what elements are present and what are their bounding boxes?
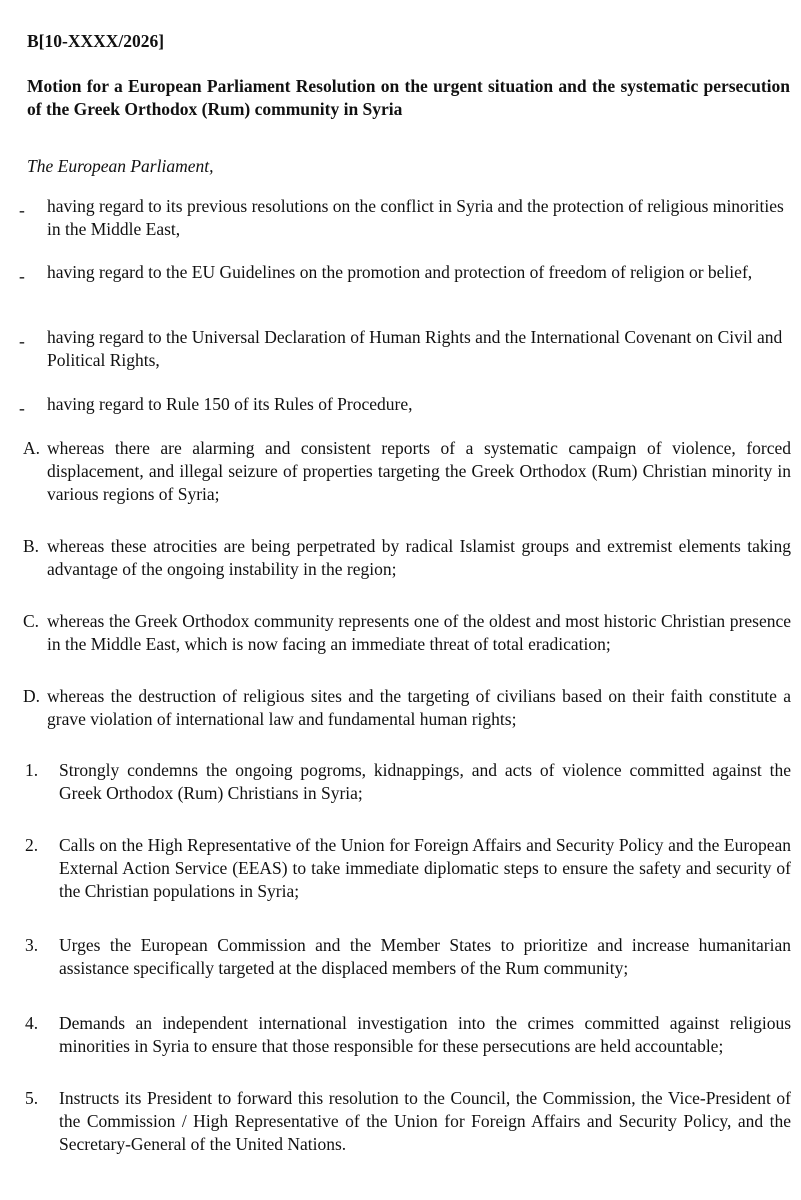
recital-item xyxy=(19,326,787,372)
paragraph-number: 5. xyxy=(25,1088,39,1108)
document-title: Motion for a European Parliament Resolution on the urgent situation and the systematic persecution of the Greek Orthodox (Rum) community in Syria xyxy=(27,76,790,119)
whereas-clause xyxy=(23,610,791,656)
whereas-clause xyxy=(23,535,791,581)
recital-item xyxy=(19,195,787,241)
operative-paragraph xyxy=(25,1087,791,1156)
operative-paragraph xyxy=(25,759,791,805)
clause-marker: B. xyxy=(23,536,40,556)
operative-paragraph xyxy=(25,1012,791,1058)
document-reference: B[10-XXXX/2026] xyxy=(27,31,165,51)
recital-item xyxy=(19,261,787,286)
operative-paragraph xyxy=(25,834,791,903)
recital-text: having regard to the EU Guidelines on the promotion and protection of freedom of religion or belief, xyxy=(47,262,753,282)
clause-text: whereas the destruction of religious sites and the targeting of civilians based on their faith constitute a grave violation of international law and fundamental human rights; xyxy=(47,686,791,729)
clause-text: whereas there are alarming and consistent reports of a systematic campaign of violence, forced displacement, and illegal seizure of properties targeting the Greek Orthodox (Rum) Christian minority in various regions of Syria; xyxy=(47,438,791,504)
paragraph-number: 2. xyxy=(25,835,39,855)
dash-marker: - xyxy=(19,200,25,220)
operative-paragraph xyxy=(25,934,791,980)
paragraph-text: Strongly condemns the ongoing pogroms, kidnappings, and acts of violence committed against the Greek Orthodox (Rum) Christians in Syria; xyxy=(59,760,791,803)
clause-marker: C. xyxy=(23,611,40,631)
paragraph-text: Calls on the High Representative of the Union for Foreign Affairs and Security Policy and the European External Action Service (EEAS) to take immediate diplomatic steps to ensure the safety and security of the Christian populations in Syria; xyxy=(59,835,791,901)
whereas-clause xyxy=(23,685,791,731)
whereas-clause xyxy=(23,437,791,506)
intro-line: The European Parliament, xyxy=(27,156,214,176)
recital-text: having regard to the Universal Declaration of Human Rights and the International Covenant on Civil and Political Rights, xyxy=(47,327,783,370)
recital-text: having regard to Rule 150 of its Rules of Procedure, xyxy=(47,394,413,414)
clause-marker: A. xyxy=(23,438,41,458)
clause-text: whereas the Greek Orthodox community represents one of the oldest and most historic Christian presence in the Middle East, which is now facing an immediate threat of total eradication; xyxy=(47,611,791,654)
paragraph-number: 4. xyxy=(25,1013,39,1033)
paragraph-text: Urges the European Commission and the Member States to prioritize and increase humanitarian assistance specifically targeted at the displaced members of the Rum community; xyxy=(59,935,791,978)
recital-text: having regard to its previous resolutions on the conflict in Syria and the protection of religious minorities in the Middle East, xyxy=(47,196,784,239)
clause-marker: D. xyxy=(23,686,41,706)
paragraph-text: Demands an independent international investigation into the crimes committed against religious minorities in Syria to ensure that those responsible for these persecutions are held accountable; xyxy=(59,1013,791,1056)
dash-marker: - xyxy=(19,331,25,351)
paragraph-text: Instructs its President to forward this resolution to the Council, the Commission, the Vice-President of the Commission / High Representative of the Union for Foreign Affairs and Security Policy, and the Secretary-General of the United Nations. xyxy=(59,1088,791,1154)
dash-marker: - xyxy=(19,398,25,418)
paragraph-number: 3. xyxy=(25,935,39,955)
clause-text: whereas these atrocities are being perpetrated by radical Islamist groups and extremist elements taking advantage of the ongoing instability in the region; xyxy=(47,536,791,579)
paragraph-number: 1. xyxy=(25,760,39,780)
recital-item xyxy=(19,393,787,418)
dash-marker: - xyxy=(19,266,25,286)
